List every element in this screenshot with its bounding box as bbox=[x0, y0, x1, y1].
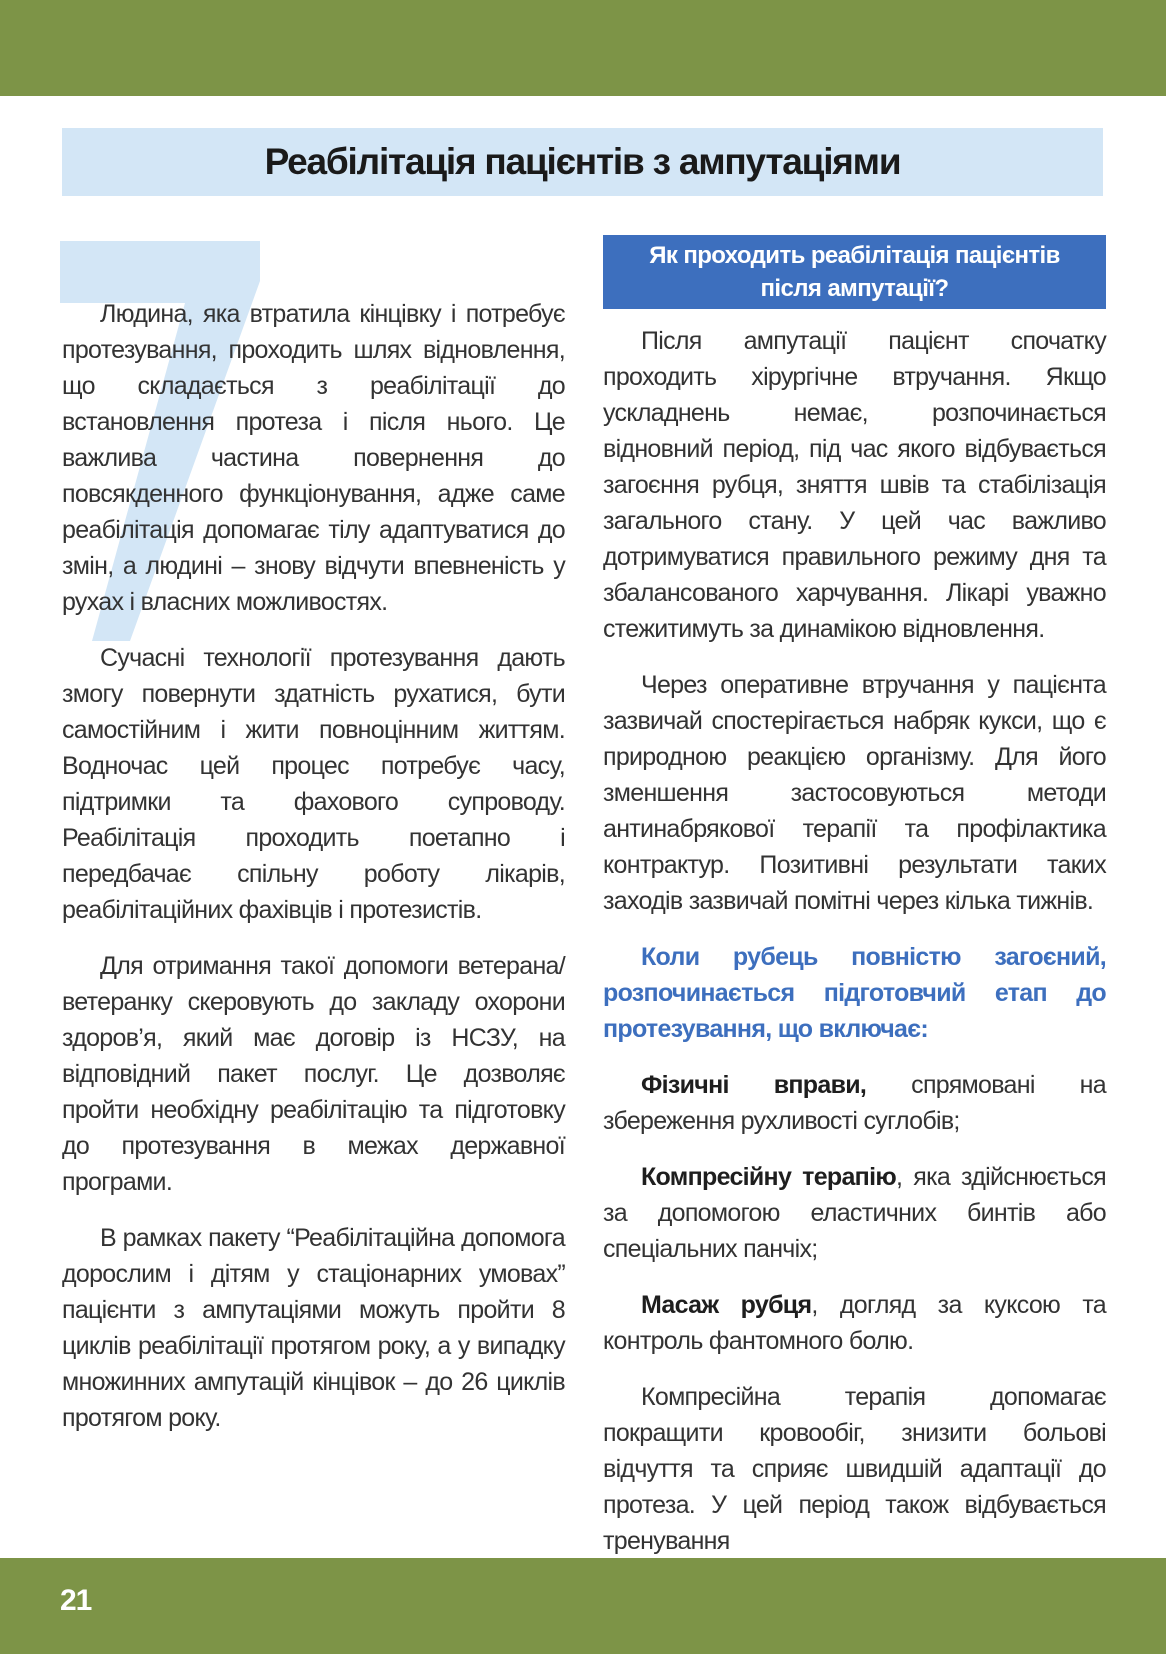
list-item-term: Масаж рубця bbox=[641, 1291, 812, 1319]
title-band bbox=[62, 128, 1103, 196]
subheading: Коли рубець повністю загоєний, розпочинається підготовчий етап до протезування, що включає: bbox=[603, 943, 1106, 1043]
page-title: Реабілітація пацієнтів з ампутаціями bbox=[264, 141, 901, 182]
list-item-term: Компресійну терапію bbox=[641, 1163, 896, 1191]
list-item-term: Фізичні вправи, bbox=[641, 1071, 867, 1099]
body-paragraph: Через оперативне втручання у пацієнта зазвичай спостерігається набряк кукси, що є природною реакцією організму. Для його зменшення застосовуються методи антинабрякової терапії та профілактика контрактур. Позитивні результати таких заходів зазвичай помітні через кілька тижнів. bbox=[603, 671, 1106, 915]
section-heading bbox=[603, 235, 1106, 309]
section-heading-line: після ампутації? bbox=[760, 275, 949, 302]
body-paragraph: Після ампутації пацієнт спочатку проходить хірургічне втручання. Якщо ускладнень немає, розпочинається відновний період, під час якого відбувається загоєння рубця, зняття швів та стабілізація загального стану. У цей час важливо дотримуватися правильного режиму дня та збалансованого харчування. Лікарі уважно стежитимуть за динамікою відновлення. bbox=[603, 327, 1106, 643]
list-item-text: , яка здійснюється за допомогою еластичних бинтів або спеціальних панчіх; bbox=[603, 1163, 1106, 1263]
body-paragraph: Людина, яка втратила кінцівку і потребує протезування, проходить шлях відновлення, що складається з реабілітації до встановлення протеза і після нього. Це важлива частина повернення до повсякденного функціонування, адже саме реабілітація допомагає тілу адаптуватися до змін, а людині – знову відчути впевненість у рухах і власних можливостях. bbox=[62, 300, 565, 616]
list-item-text: , догляд за куксою та контроль фантомного болю. bbox=[603, 1291, 1106, 1355]
list-item bbox=[603, 1159, 1106, 1267]
bottom-color-band bbox=[0, 1558, 1166, 1654]
section-heading-line: Як проходить реабілітація пацієнтів bbox=[649, 242, 1060, 269]
body-paragraph: В рамках пакету “Реабілітаційна допомога дорослим і дітям у стаціонарних умовах” пацієнти з ампутаціями можуть пройти 8 циклів реабілітації протягом року, а у випадку множинних ампутацій кінцівок – до 26 циклів протягом року. bbox=[62, 1224, 565, 1432]
body-paragraph: Для отримання такої допомоги ветерана/ветеранку скеровують до закладу охорони здоров’я, який має договір із НСЗУ, на відповідний пакет послуг. Це дозволяє пройти необхідну реабілітацію та підготовку до протезування в межах державної програми. bbox=[62, 952, 565, 1196]
right-column bbox=[603, 235, 1106, 1579]
list-item bbox=[603, 1287, 1106, 1359]
top-color-band bbox=[0, 0, 1166, 96]
left-column bbox=[62, 296, 565, 1456]
body-paragraph: Сучасні технології протезування дають змогу повернути здатність рухатися, бути самостійним і жити повноцінним життям. Водночас цей процес потребує часу, підтримки та фахового супроводу. Реабілітація проходить поетапно і передбачає спільну роботу лікарів, реабілітаційних фахівців і протезистів. bbox=[62, 644, 565, 924]
list-item bbox=[603, 1067, 1106, 1139]
body-paragraph: Компресійна терапія допомагає покращити кровообіг, знизити больові відчуття та сприяє швидшій адаптації до протеза. У цей період також відбувається тренування bbox=[603, 1383, 1106, 1555]
page-number: 21 bbox=[60, 1584, 92, 1617]
list-item-text: спрямовані на збереження рухливості суглобів; bbox=[603, 1071, 1106, 1135]
